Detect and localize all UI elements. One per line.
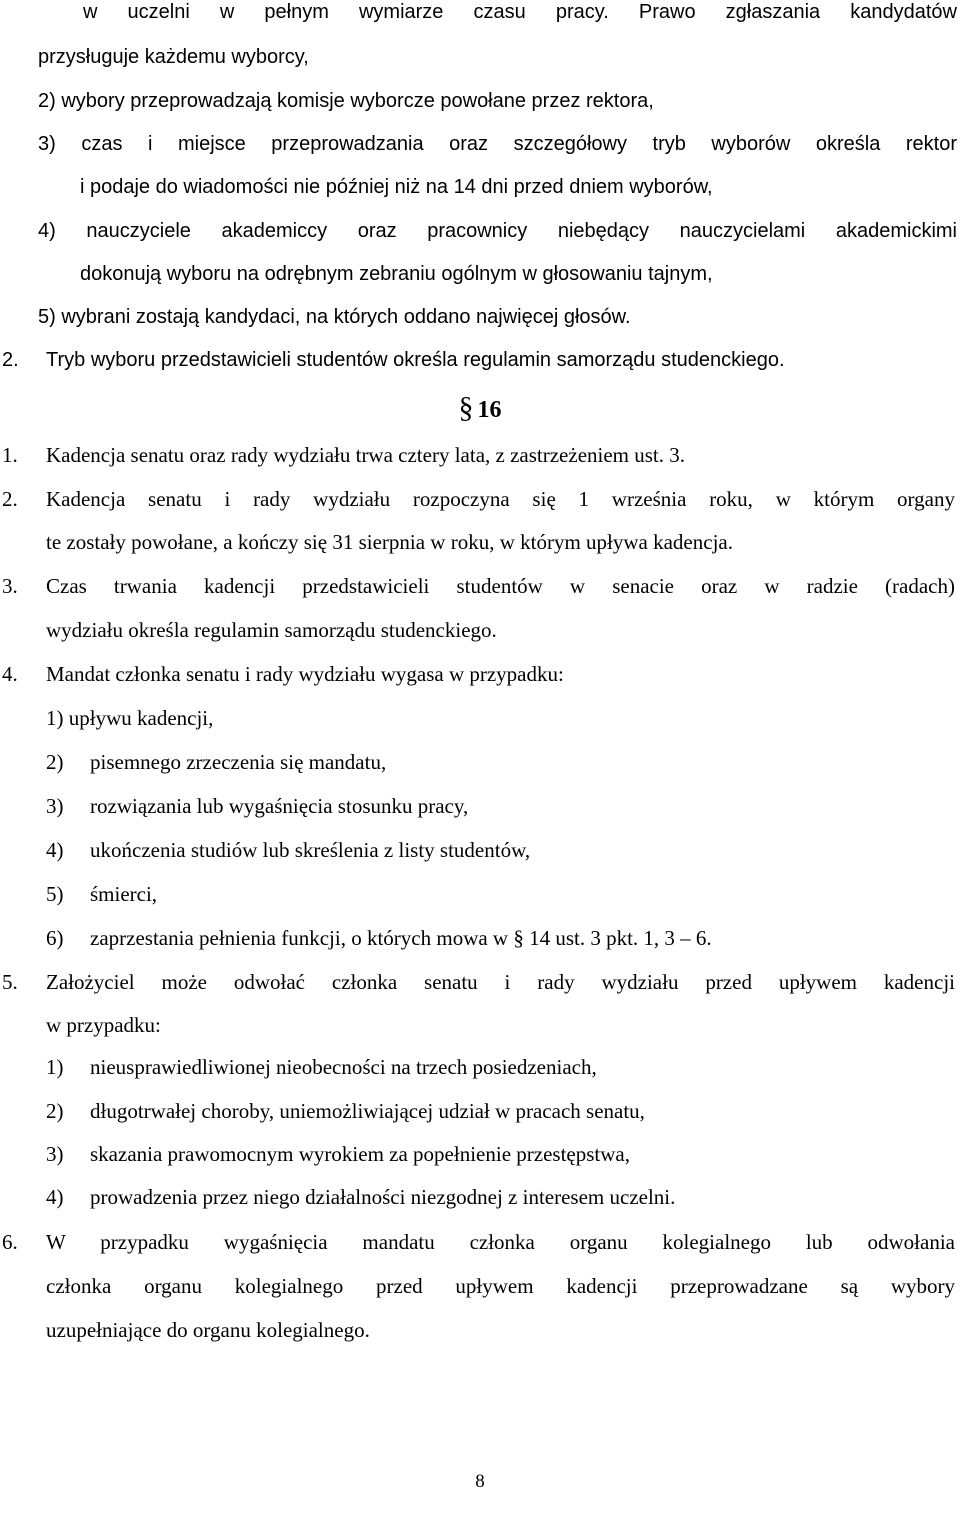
text-line: skazania prawomocnym wyrokiem za popełnienie przestępstwa, xyxy=(90,1142,630,1166)
text-line: Czas trwania kadencji przedstawicieli studentów w senacie oraz w radzie (radach) xyxy=(46,574,955,598)
item-number: 3. xyxy=(2,574,18,598)
item-number: 2) xyxy=(46,750,64,774)
text-line: nieusprawiedliwionej nieobecności na trzech posiedzeniach, xyxy=(90,1055,597,1079)
text-line: prowadzenia przez niego działalności niezgodnej z interesem uczelni. xyxy=(90,1185,676,1209)
item-number: 2) xyxy=(46,1099,64,1123)
text-line: 3) czas i miejsce przeprowadzania oraz szczegółowy tryb wyborów określa rektor xyxy=(38,133,957,155)
text-line: Mandat członka senatu i rady wydziału wygasa w przypadku: xyxy=(46,662,564,686)
text-line: członka organu kolegialnego przed upływem kadencji przeprowadzane są wybory xyxy=(46,1274,955,1298)
section-heading xyxy=(0,393,960,425)
item-number: 2. xyxy=(2,349,19,371)
text-line: pisemnego zrzeczenia się mandatu, xyxy=(90,750,387,774)
section-symbol: § xyxy=(458,391,474,424)
item-number: 1) xyxy=(46,1055,64,1079)
text-line: dokonują wyboru na odrębnym zebraniu ogólnym w głosowaniu tajnym, xyxy=(80,263,713,285)
item-number: 1. xyxy=(2,443,18,467)
text-line: te zostały powołane, a kończy się 31 sierpnia w roku, w którym upływa kadencja. xyxy=(46,530,733,554)
text-line: i podaje do wiadomości nie później niż na 14 dni przed dniem wyborów, xyxy=(80,176,713,198)
text-line: 1) upływu kadencji, xyxy=(46,706,214,730)
text-line: uzupełniające do organu kolegialnego. xyxy=(46,1318,370,1342)
item-number: 2. xyxy=(2,487,18,511)
item-number: 4. xyxy=(2,662,18,686)
page-number: 8 xyxy=(475,1471,485,1492)
text-line: Tryb wyboru przedstawicieli studentów określa regulamin samorządu studenckiego. xyxy=(46,349,785,371)
item-number: 4) xyxy=(46,838,64,862)
text-line: w uczelni w pełnym wymiarze czasu pracy. Prawo zgłaszania kandydatów xyxy=(83,1,957,23)
text-line: Kadencja senatu i rady wydziału rozpoczyna się 1 września roku, w którym organy xyxy=(46,487,955,511)
item-number: 5. xyxy=(2,970,18,994)
item-number: 3) xyxy=(46,1142,64,1166)
text-line: 5) wybrani zostają kandydaci, na których oddano najwięcej głosów. xyxy=(38,306,631,328)
item-number: 5) xyxy=(46,882,64,906)
section-number: 16 xyxy=(477,397,502,423)
text-line: długotrwałej choroby, uniemożliwiającej udział w pracach senatu, xyxy=(90,1099,645,1123)
item-number: 6. xyxy=(2,1230,18,1254)
text-line: w przypadku: xyxy=(46,1013,161,1037)
text-line: ukończenia studiów lub skreślenia z listy studentów, xyxy=(90,838,531,862)
text-line: 4) nauczyciele akademiccy oraz pracownicy niebędący nauczycielami akademickimi xyxy=(38,220,957,242)
item-number: 6) xyxy=(46,926,64,950)
text-line: Założyciel może odwołać członka senatu i rady wydziału przed upływem kadencji xyxy=(46,970,955,994)
text-line: zaprzestania pełnienia funkcji, o których mowa w § 14 ust. 3 pkt. 1, 3 – 6. xyxy=(90,926,712,950)
text-line: rozwiązania lub wygaśnięcia stosunku pracy, xyxy=(90,794,469,818)
text-line: śmierci, xyxy=(90,882,158,906)
text-line: W przypadku wygaśnięcia mandatu członka organu kolegialnego lub odwołania xyxy=(46,1230,955,1254)
text-line: przysługuje każdemu wyborcy, xyxy=(38,46,309,68)
text-line: wydziału określa regulamin samorządu studenckiego. xyxy=(46,618,497,642)
text-line: Kadencja senatu oraz rady wydziału trwa cztery lata, z zastrzeżeniem ust. 3. xyxy=(46,443,686,467)
text-line: 2) wybory przeprowadzają komisje wyborcze powołane przez rektora, xyxy=(38,90,654,112)
item-number: 4) xyxy=(46,1185,64,1209)
item-number: 3) xyxy=(46,794,64,818)
